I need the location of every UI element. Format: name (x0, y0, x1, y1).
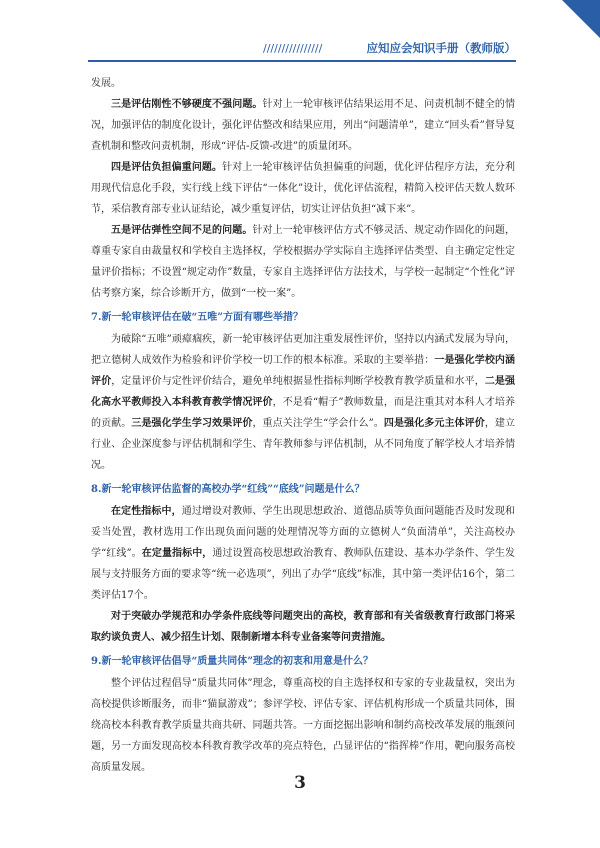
q7-text-5: ，建立行业、企业深度参与评估机制和学生、青年教师参与评估机制，从不同角度了解学校人才培养情况。 (91, 418, 516, 471)
point-three-title: 三是评估刚性不够硬度不强问题。 (111, 99, 263, 110)
point-four-text: 针对上一轮审核评估负担偏重的问题，优化评估程序方法，充分利用现代信息化手段，实行线上线下评估“一体化”设计，优化评估流程，精简入校评估天数人数环节，采信教育部专业认证结论，减少重复评估，切实让评估负担“减下来”。 (91, 162, 516, 215)
question-8-accountability: 对于突破办学规范和办学条件底线等问题突出的高校，教育部和有关省级教育行政部门将采取约谈负责人、减少招生计划、限制新增本科专业备案等问责措施。 (91, 611, 515, 643)
question-9-answer: 整个评估过程倡导“质量共同体”理念，尊重高校的自主选择权和专家的专业裁量权，突出为高校提供诊断服务，而非“猫鼠游戏”；参评学校、评估专家、评估机构形成一个质量共同体，围绕高校本科教育教学质量共商共研、同题共答。一方面挖掘出影响和制约高校改革发展的瓶颈问题，另一方面发现高校本科教育教学改革的亮点特色，凸显评估的“指挥棒”作用，靶向服务高校高质量发展。 (91, 678, 515, 773)
paragraph-point-three (91, 94, 515, 157)
page-body (91, 73, 515, 778)
paragraph-point-four (91, 157, 515, 220)
q8-bold-1: 在定性指标中， (111, 506, 182, 517)
page-number: 3 (294, 773, 306, 793)
question-8-answer (91, 501, 515, 606)
header-title: 应知应会知识手册（教师版） (366, 41, 516, 55)
paragraph-point-five (91, 220, 515, 304)
q7-text-1: 为破除“五唯”顽瘴痼疾，新一轮审核评估更加注重发展性评价，坚持以内涵式发展为导向，把立德树人成效作为检验和评价学校一切工作的根本标准。采取的主要举措： (91, 334, 515, 366)
header-dash-decoration: //////////////// (263, 42, 323, 55)
corner-accent (562, 0, 600, 38)
q7-text-2: ，定量评价与定性评价结合，避免单纯根据显性指标判断学校教育教学质量和水平， (111, 376, 485, 387)
q7-bold-4: 四是强化多元主体评价 (383, 418, 485, 429)
q8-text-1: 通过增设对教师、学生出现思想政治、道德品质等负面问题能否及时发现和妥当处置，教材选用工作出现负面问题的处理情况等方面的立德树人“负面清单”，关注高校办学“红线”。 (91, 506, 516, 559)
question-7-answer (91, 329, 515, 476)
point-five-title: 五是评估弹性空间不足的问题。 (111, 225, 253, 236)
point-three-text: 针对上一轮审核评估结果运用不足、问责机制不健全的情况，加强评估的制度化设计，强化评估整改和结果应用，列出“问题清单”，建立“回头看”督导复查机制和整改问责机制，形成“评估-反馈-改进”的质量闭环。 (91, 99, 516, 152)
q7-text-4: ，重点关注学生“学会什么”。 (252, 418, 384, 429)
q8-bold-2: 在定量指标中， (141, 548, 213, 559)
q7-bold-2: 二是强化高水平教师投入本科教育教学情况评价 (91, 376, 516, 408)
q7-text-3: ，不是看“帽子”教师数量，而是注重其对本科人才培养的贡献。 (91, 397, 516, 429)
point-five-text: 针对上一轮审核评估方式不够灵活、规定动作固化的问题，尊重专家自由裁量权和学校自主选择权，学校根据办学实际自主选择评估类型、自主确定定性定量评价指标；不设置“规定动作”数量，专家自主选择评估方法技术，与学校一起制定“个性化”评估考察方案，综合诊断开方，做到“一校一案”。 (91, 225, 516, 299)
header-rule (88, 60, 516, 62)
point-four-title: 四是评估负担偏重问题。 (111, 162, 223, 173)
q7-bold-3: 三是强化学生学习效果评价 (131, 418, 253, 429)
question-8-heading: 8.新一轮审核评估监督的高校办学“红线”“底线”问题是什么？ (91, 484, 365, 495)
q8-text-2: 通过设置高校思想政治教育、教师队伍建设、基本办学条件、学生发展与支持服务方面的要求等“统一必选项”，列出了办学“底线”标准，其中第一类评估16个，第二类评估17个。 (91, 548, 516, 601)
question-9-heading: 9.新一轮审核评估倡导“质量共同体”理念的初衷和用意是什么？ (91, 656, 373, 667)
page-header (88, 38, 516, 62)
q7-bold-1: 一是强化学校内涵评价 (91, 355, 516, 387)
paragraph-continuation: 发展。 (91, 78, 121, 89)
question-7-heading: 7.新一轮审核评估在破“五唯”方面有哪些举措？ (91, 312, 303, 323)
